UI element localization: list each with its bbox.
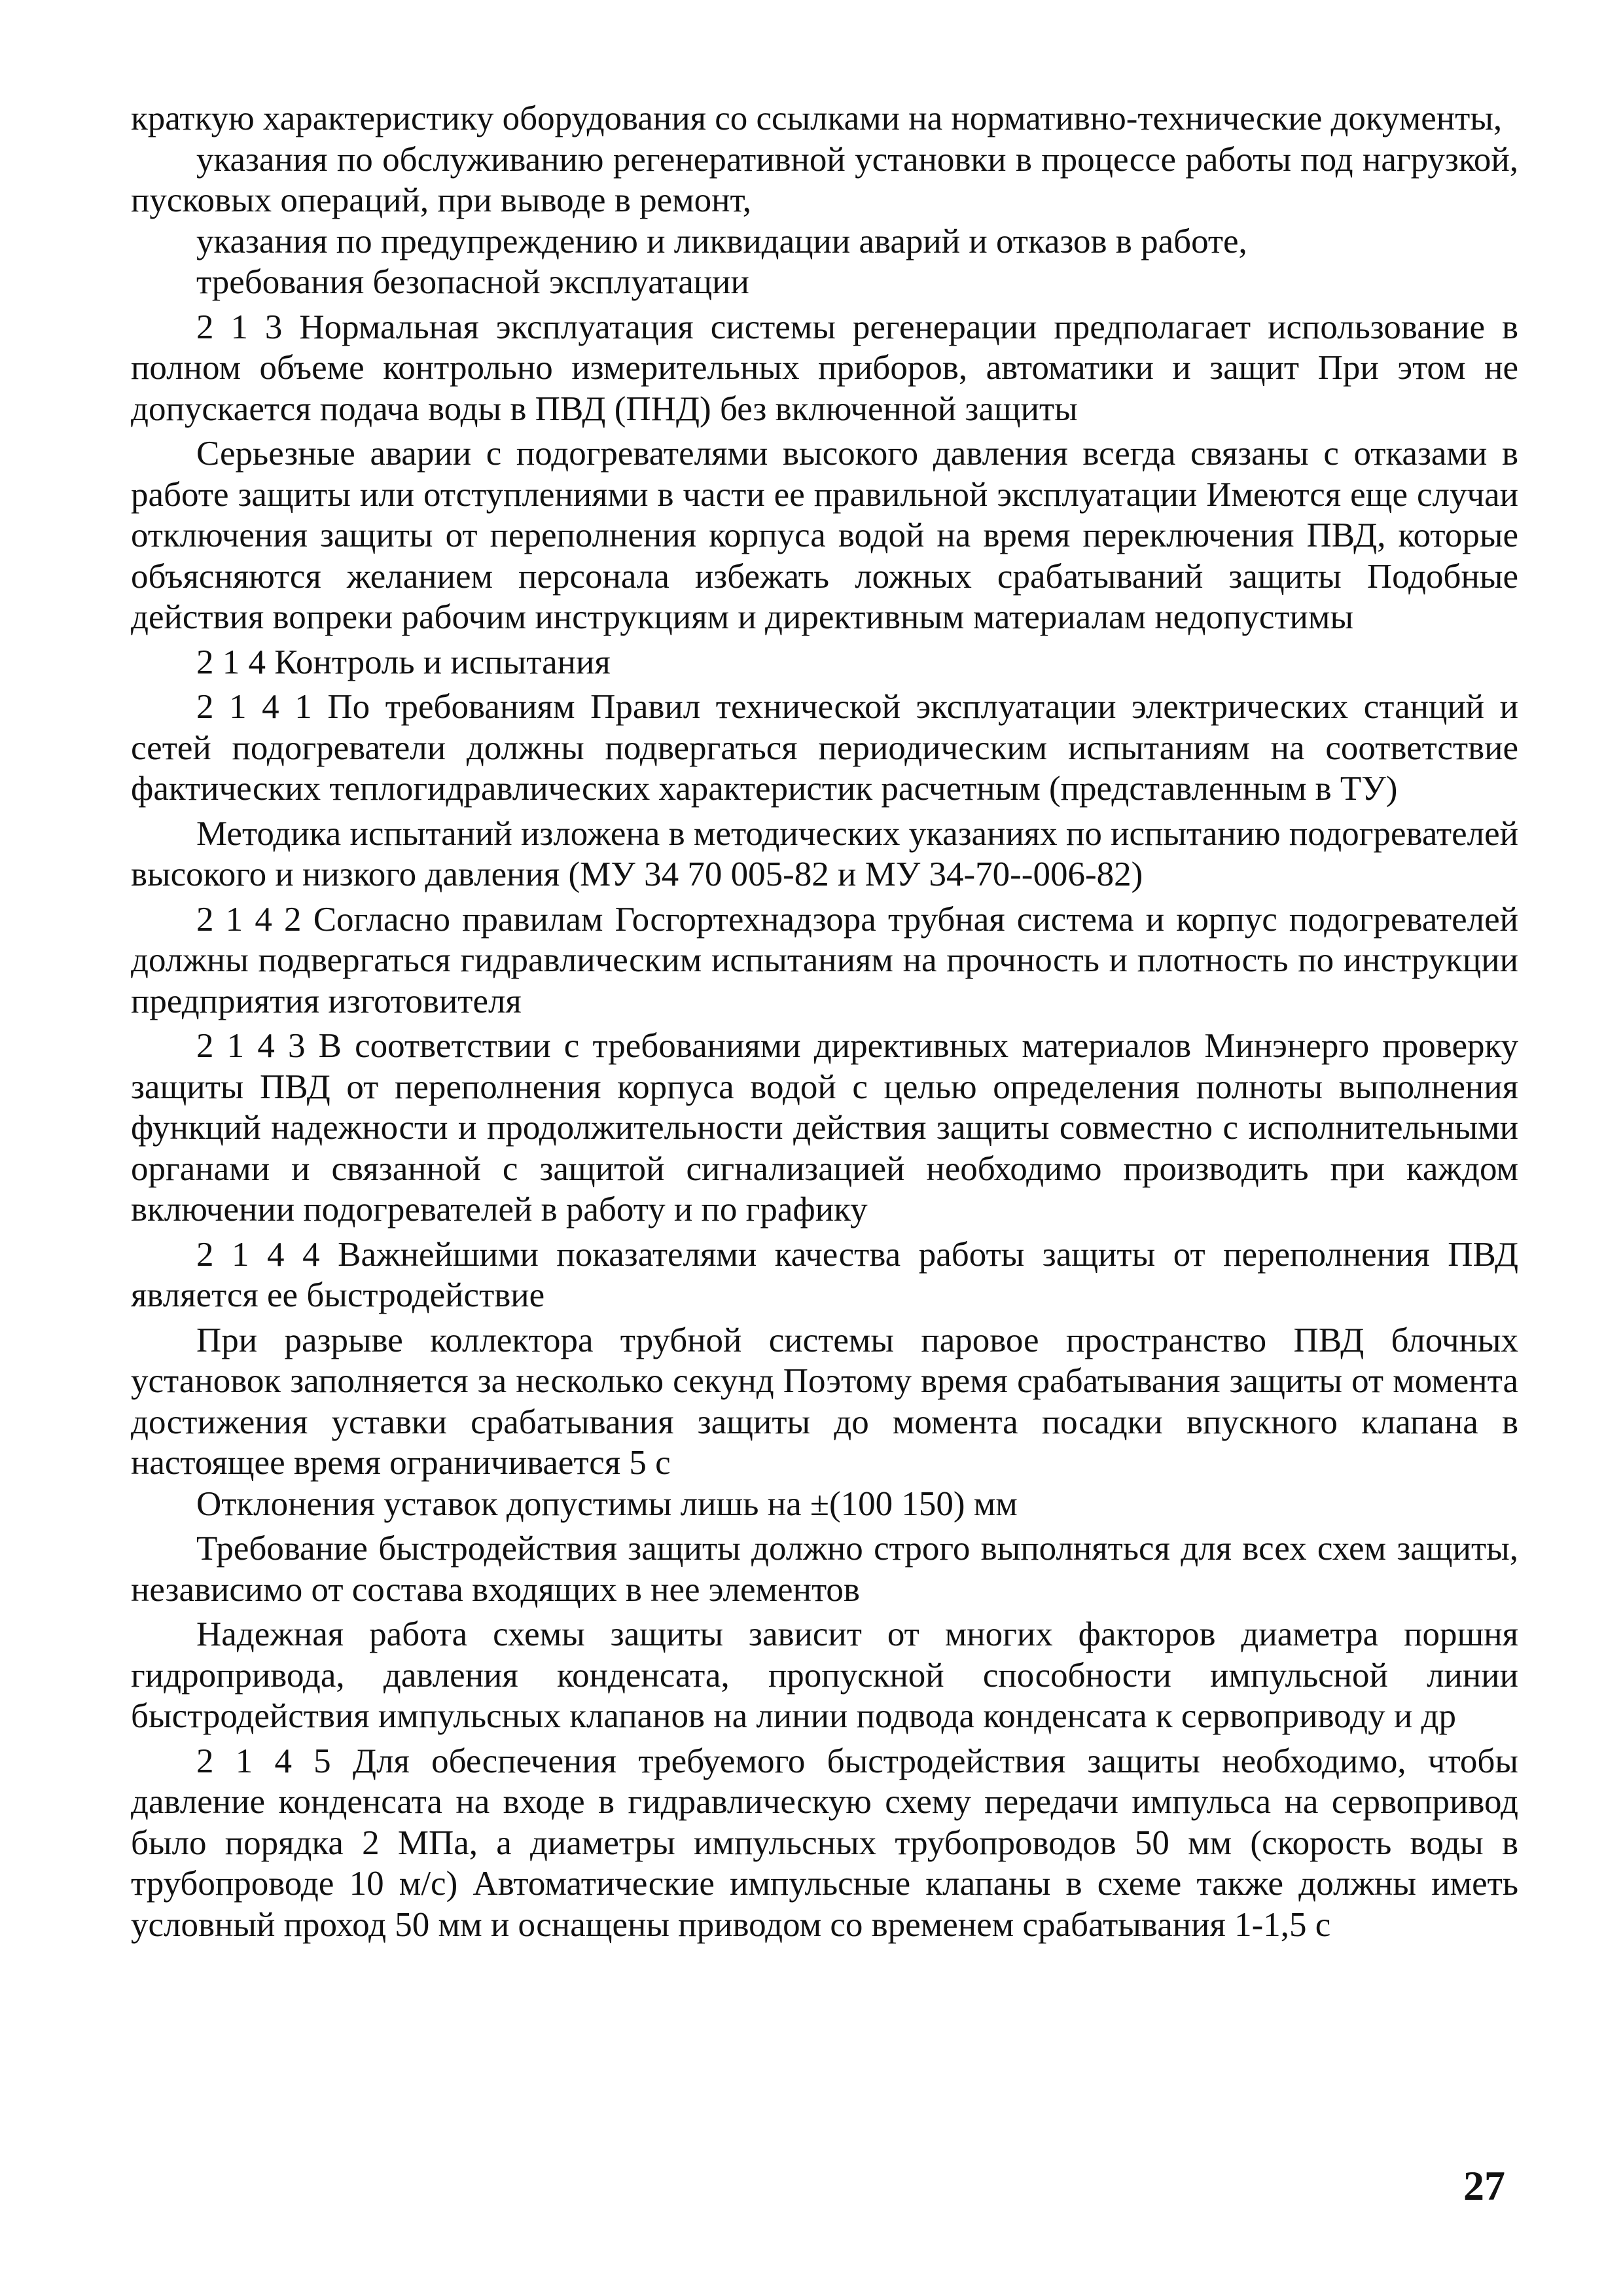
paragraph: 2 1 3 Нормальная эксплуатация системы регенерации предполагает использование в полном объеме контрольно измерительных приборов, автоматики и защит При этом не допускается подача воды в ПВД (ПНД) без включенной защиты <box>131 308 1518 428</box>
paragraph: краткую характеристику оборудования со ссылками на нормативно-технические документы, <box>131 99 1503 137</box>
paragraph: 2 1 4 1 По требованиям Правил технической эксплуатации электрических станций и сетей подогреватели должны подвергаться периодическим испытаниям на соответствие фактических теплогидравлических характеристик расчетным (представленным в ТУ) <box>131 688 1518 808</box>
paragraph: Надежная работа схемы защиты зависит от многих факторов диаметра поршня гидропривода, давления конденсата, пропускной способности импульсной линии быстродействия импульсных клапанов на линии подвода конденсата к сервоприводу и др <box>131 1615 1518 1735</box>
paragraph: 2 1 4 4 Важнейшими показателями качества работы защиты от переполнения ПВД является ее быстродействие <box>131 1235 1518 1314</box>
paragraph: 2 1 4 2 Согласно правилам Госгортехнадзора трубная система и корпус подогревателей должны подвергаться гидравлическим испытаниям на прочность и плотность по инструкции предприятия изготовителя <box>131 900 1518 1020</box>
paragraph: указания по обслуживанию регенеративной установки в процессе работы под нагрузкой, пусковых операций, при выводе в ремонт, <box>131 140 1518 219</box>
section-heading: 2 1 4 Контроль и испытания <box>196 643 611 681</box>
paragraph: 2 1 4 5 Для обеспечения требуемого быстродействия защиты необходимо, чтобы давление конденсата на входе в гидравлическую схему передачи импульса на сервопривод было порядка 2 МПа, а диаметры импульсных трубопроводов 50 мм (скорость воды в трубопроводе 10 м/с) Автоматические импульсные клапаны в схеме также должны иметь условный проход 50 мм и оснащены приводом со временем срабатывания 1-1,5 с <box>131 1742 1518 1944</box>
paragraph: требования безопасной эксплуатации <box>196 263 749 301</box>
page-number: 27 <box>1463 2162 1505 2209</box>
paragraph: указания по предупреждению и ликвидации аварий и отказов в работе, <box>196 222 1247 260</box>
document-body <box>131 98 1518 1945</box>
paragraph: Серьезные аварии с подогревателями высокого давления всегда связаны с отказами в работе защиты или отступлениями в части ее правильной эксплуатации Имеются еще случаи отключения защиты от переполнения корпуса водой на время переключения ПВД, которые объясняются желанием персонала избежать ложных срабатываний защиты Подобные действия вопреки рабочим инструкциям и директивным материалам недопустимы <box>131 435 1518 636</box>
paragraph: Методика испытаний изложена в методических указаниях по испытанию подогревателей высокого и низкого давления (МУ 34 70 005-82 и МУ 34-70--006-82) <box>131 814 1518 893</box>
paragraph: При разрыве коллектора трубной системы паровое пространство ПВД блочных установок заполняется за несколько секунд Поэтому время срабатывания защиты от момента достижения уставки срабатывания защиты до момента посадки впускного клапана в настоящее время ограничивается 5 с <box>131 1321 1518 1482</box>
paragraph: 2 1 4 3 В соответствии с требованиями директивных материалов Минэнерго проверку защиты ПВД от переполнения корпуса водой с целью определения полноты выполнения функций надежности и продолжительности действия защиты совместно с исполнительными органами и связанной с защитой сигнализацией необходимо производить при каждом включении подогревателей в работу и по графику <box>131 1027 1518 1229</box>
paragraph: Отклонения уставок допустимы лишь на ±(100 150) мм <box>196 1484 1018 1523</box>
paragraph: Требование быстродействия защиты должно строго выполняться для всех схем защиты, независимо от состава входящих в нее элементов <box>131 1530 1518 1609</box>
